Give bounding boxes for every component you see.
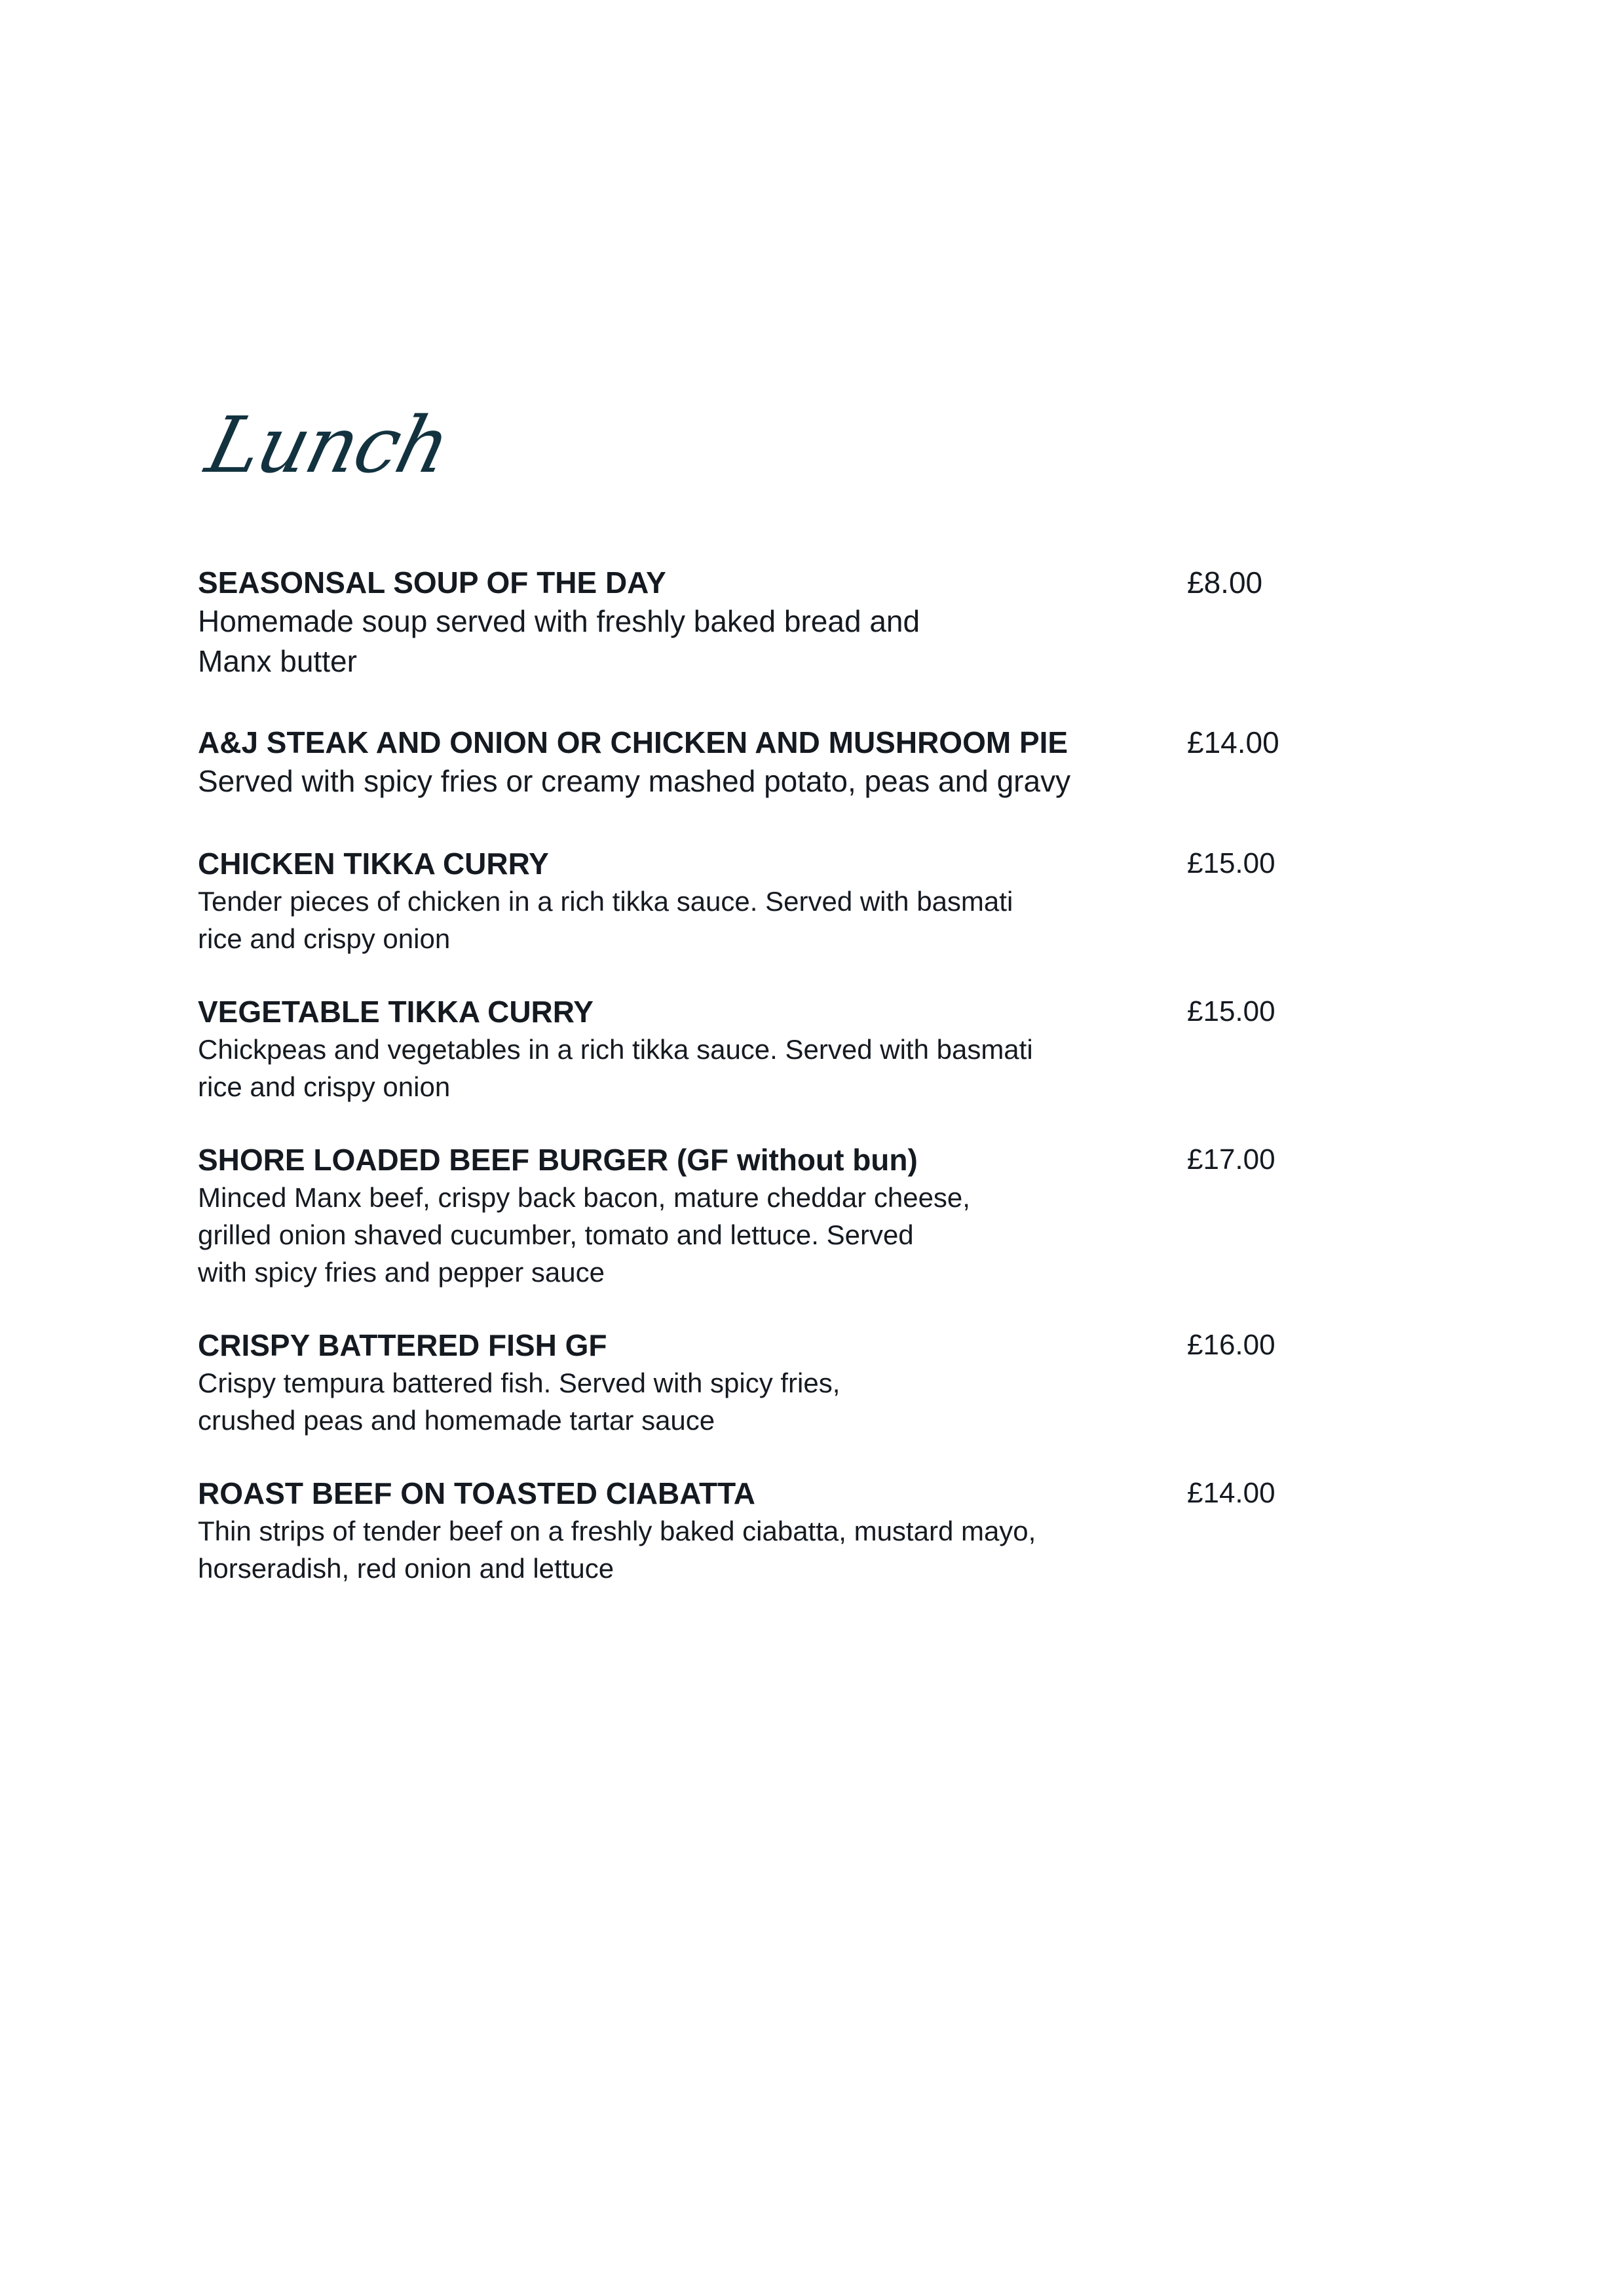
menu-item-description bbox=[198, 1179, 1148, 1291]
menu-item bbox=[198, 1474, 1312, 1587]
menu-item-name: ROAST BEEF ON TOASTED CIABATTA bbox=[198, 1476, 755, 1510]
menu-item-description bbox=[198, 761, 1148, 801]
menu-item-description-line: Crispy tempura battered fish. Served with spicy fries, bbox=[198, 1368, 840, 1398]
menu-item-price: £15.00 bbox=[1187, 847, 1275, 879]
menu-item-price: £8.00 bbox=[1187, 565, 1263, 600]
menu-item-description-line: with spicy fries and pepper sauce bbox=[198, 1257, 605, 1288]
menu-item-description-line: Chickpeas and vegetables in a rich tikka sauce. Served with basmati bbox=[198, 1034, 1033, 1065]
menu-list bbox=[198, 564, 1312, 1587]
menu-item bbox=[198, 564, 1312, 681]
menu-item-description-line: rice and crispy onion bbox=[198, 1071, 451, 1102]
menu-item-description-line: Homemade soup served with freshly baked bread and bbox=[198, 604, 920, 638]
menu-item-description-line: horseradish, red onion and lettuce bbox=[198, 1553, 614, 1584]
menu-item-description-line: rice and crispy onion bbox=[198, 923, 451, 954]
menu-item bbox=[198, 845, 1312, 957]
menu-item-description-line: Tender pieces of chicken in a rich tikka sauce. Served with basmati bbox=[198, 886, 1013, 917]
menu-item-description bbox=[198, 1031, 1148, 1105]
menu-item-description-line: Served with spicy fries or creamy mashed potato, peas and gravy bbox=[198, 764, 1071, 798]
menu-item-description bbox=[198, 1364, 1148, 1439]
menu-item-description-line: grilled onion shaved cucumber, tomato and lettuce. Served bbox=[198, 1219, 914, 1250]
menu-item-name: A&J STEAK AND ONION OR CHICKEN AND MUSHROOM PIE bbox=[198, 725, 1068, 759]
menu-item-description bbox=[198, 1512, 1148, 1587]
menu-item-price: £16.00 bbox=[1187, 1329, 1275, 1361]
menu-item-price: £15.00 bbox=[1187, 995, 1275, 1027]
menu-item-description-line: Thin strips of tender beef on a freshly baked ciabatta, mustard mayo, bbox=[198, 1516, 1036, 1546]
menu-item-name: SHORE LOADED BEEF BURGER (GF without bun) bbox=[198, 1143, 918, 1177]
menu-item bbox=[198, 993, 1312, 1105]
menu-item-description bbox=[198, 883, 1148, 957]
menu-item-price: £14.00 bbox=[1187, 725, 1279, 759]
menu-item-name: CHICKEN TIKKA CURRY bbox=[198, 847, 549, 881]
menu-title: Lunch bbox=[198, 400, 459, 490]
menu-item-description bbox=[198, 602, 1148, 681]
menu-item-price: £17.00 bbox=[1187, 1143, 1275, 1176]
menu-item-price: £14.00 bbox=[1187, 1477, 1275, 1509]
menu-item-description-line: crushed peas and homemade tartar sauce bbox=[198, 1405, 715, 1436]
menu-item-name: CRISPY BATTERED FISH GF bbox=[198, 1328, 607, 1362]
menu-item bbox=[198, 1141, 1312, 1291]
menu-item-name: SEASONSAL SOUP OF THE DAY bbox=[198, 565, 666, 600]
menu-item-name: VEGETABLE TIKKA CURRY bbox=[198, 995, 594, 1029]
menu-item bbox=[198, 1326, 1312, 1439]
menu-item-description-line: Minced Manx beef, crispy back bacon, mature cheddar cheese, bbox=[198, 1182, 970, 1213]
menu-item bbox=[198, 723, 1312, 801]
menu-item-description-line: Manx butter bbox=[198, 644, 357, 678]
